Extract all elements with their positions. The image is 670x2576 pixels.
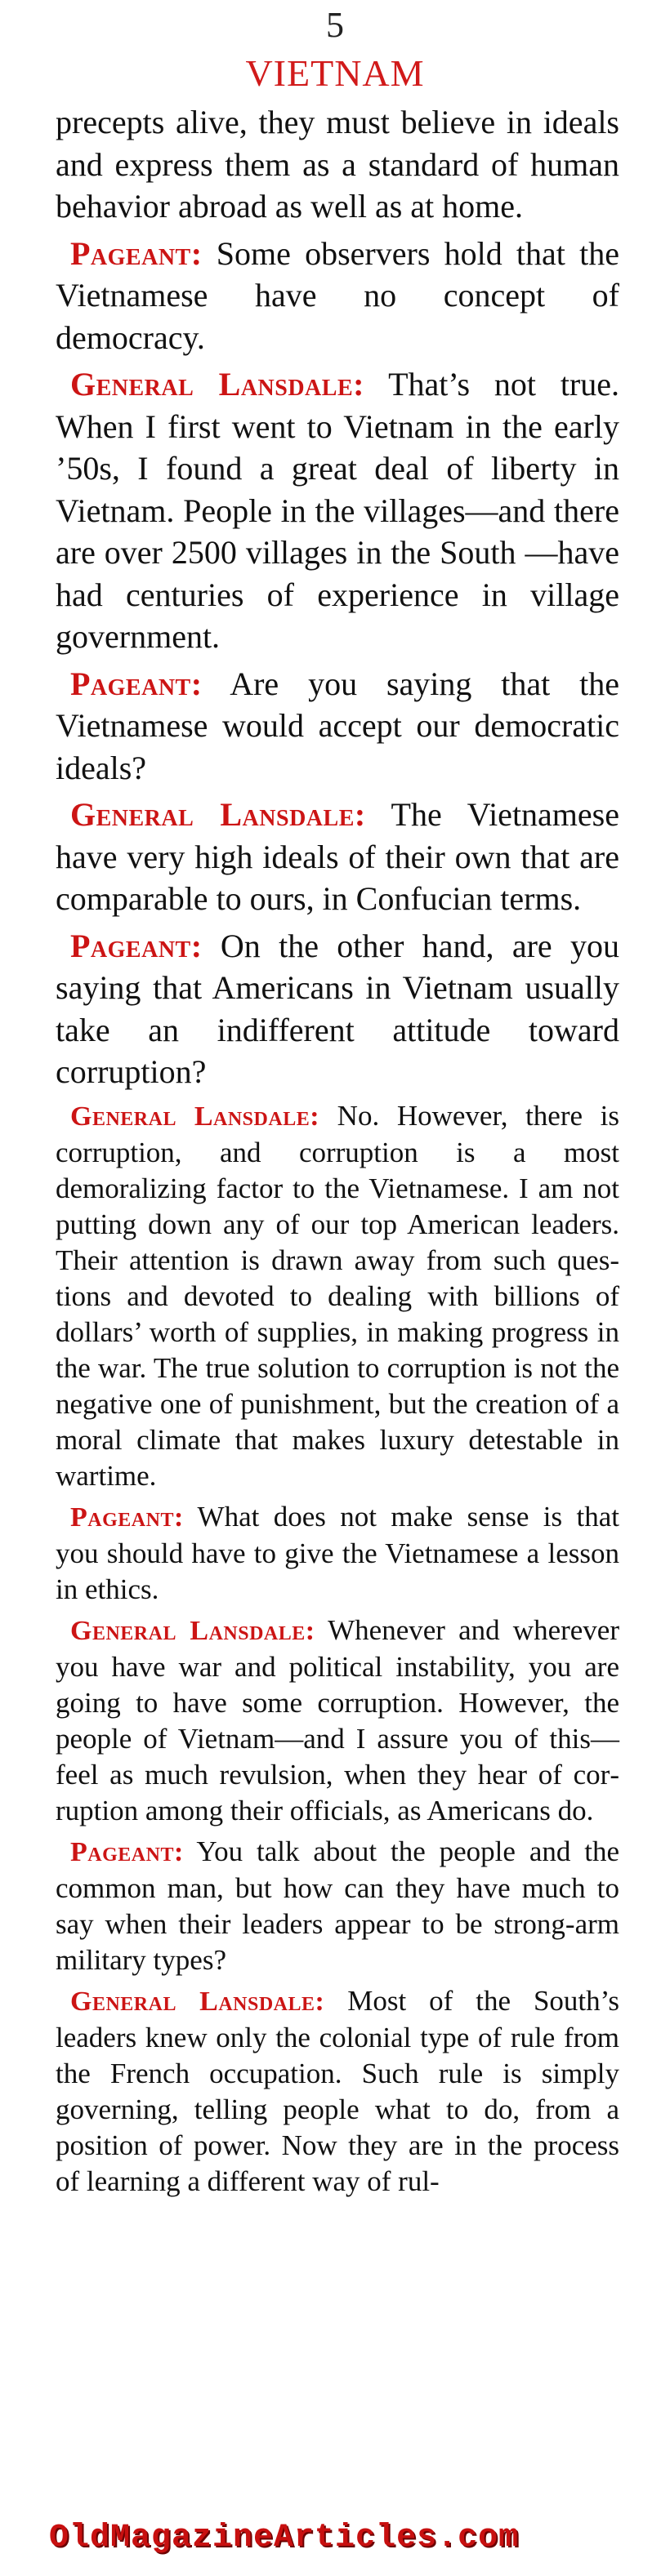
paragraph xyxy=(56,1613,619,1829)
speaker-label: Pageant: xyxy=(70,1502,184,1533)
paragraph-text: The Vietnamese have very high ideals of their own that are comparable to ours, in Confucian terms. xyxy=(56,796,619,917)
speaker-label: General Lansdale: xyxy=(70,366,364,403)
speaker-label: General Lansdale: xyxy=(70,796,366,833)
paragraph xyxy=(56,663,619,790)
paragraph xyxy=(56,233,619,359)
site-watermark: OldMagazineArticles.com xyxy=(49,2520,520,2556)
paragraph xyxy=(56,1983,619,2200)
paragraph xyxy=(56,1098,619,1494)
paragraph-text: On the other hand, are you saying that Americans in Vietnam usually take an indifferent attitude toward corruption? xyxy=(56,927,619,1090)
paragraph xyxy=(56,925,619,1093)
paragraph xyxy=(56,1499,619,1608)
speaker-label: General Lansdale: xyxy=(70,1986,325,2017)
paragraph xyxy=(56,794,619,920)
paragraph xyxy=(56,363,619,658)
paragraph-text: precepts alive, they must believe in ideals and express them as a standard of human behavior abroad as well as at home. xyxy=(56,104,619,225)
page-number: 5 xyxy=(326,5,344,45)
article-body xyxy=(56,101,619,2205)
paragraph-text: You talk about the people and the common man, but how can they have much to say when their leaders appear to be strong-arm military types? xyxy=(56,1835,619,1976)
speaker-label: Pageant: xyxy=(70,665,203,702)
speaker-label: Pageant: xyxy=(70,1836,184,1867)
speaker-label: General Lansdale: xyxy=(70,1101,320,1132)
speaker-label: General Lansdale: xyxy=(70,1615,315,1646)
speaker-label: Pageant: xyxy=(70,927,203,964)
paragraph-text: Some observers hold that the Vietnamese have no concept of democracy. xyxy=(56,234,619,356)
paragraph-text: What does not make sense is that you should have to give the Vietnamese a lesson in ethics. xyxy=(56,1500,619,1605)
paragraph-text: That’s not true. When I first went to Vietnam in the early ’50s, I found a great deal of liberty in Vietnam. People in the villages—and there are over 2500 villages in the South —have had centuries of experience in village government. xyxy=(56,366,620,655)
speaker-label: Pageant: xyxy=(70,234,203,272)
paragraph-text: Whenever and wherever you have war and political instability, you are going to have some corruption. However, the people of Vietnam—and I assure you of this—feel as much revulsion, when they hear of corruption among their officials, as Americans do. xyxy=(56,1613,619,1826)
paragraph-text: Most of the South’s leaders knew only the colonial type of rule from the French occupation. Such rule is simply governing, telling people what to do, from a position of power. Now they are in the process of learning a different way of rul- xyxy=(56,1984,619,2197)
paragraph xyxy=(56,101,619,228)
paragraph-text: Are you saying that the Vietnamese would accept our democratic ideals? xyxy=(56,665,619,786)
page-header: VIETNAM xyxy=(245,52,425,94)
paragraph xyxy=(56,1834,619,1978)
paragraph-text: No. However, there is corruption, and corruption is a most demoralizing factor to the Vietnamese. I am not putting down any of our top American leaders. Their attention is drawn away from such questions and devoted to dealing with billions of dollars’ worth of supplies, in making progress in the war. The true solution to corruption is not the negative one of punishment, but the creation of a moral climate that makes luxury detestable in wartime. xyxy=(56,1099,619,1492)
